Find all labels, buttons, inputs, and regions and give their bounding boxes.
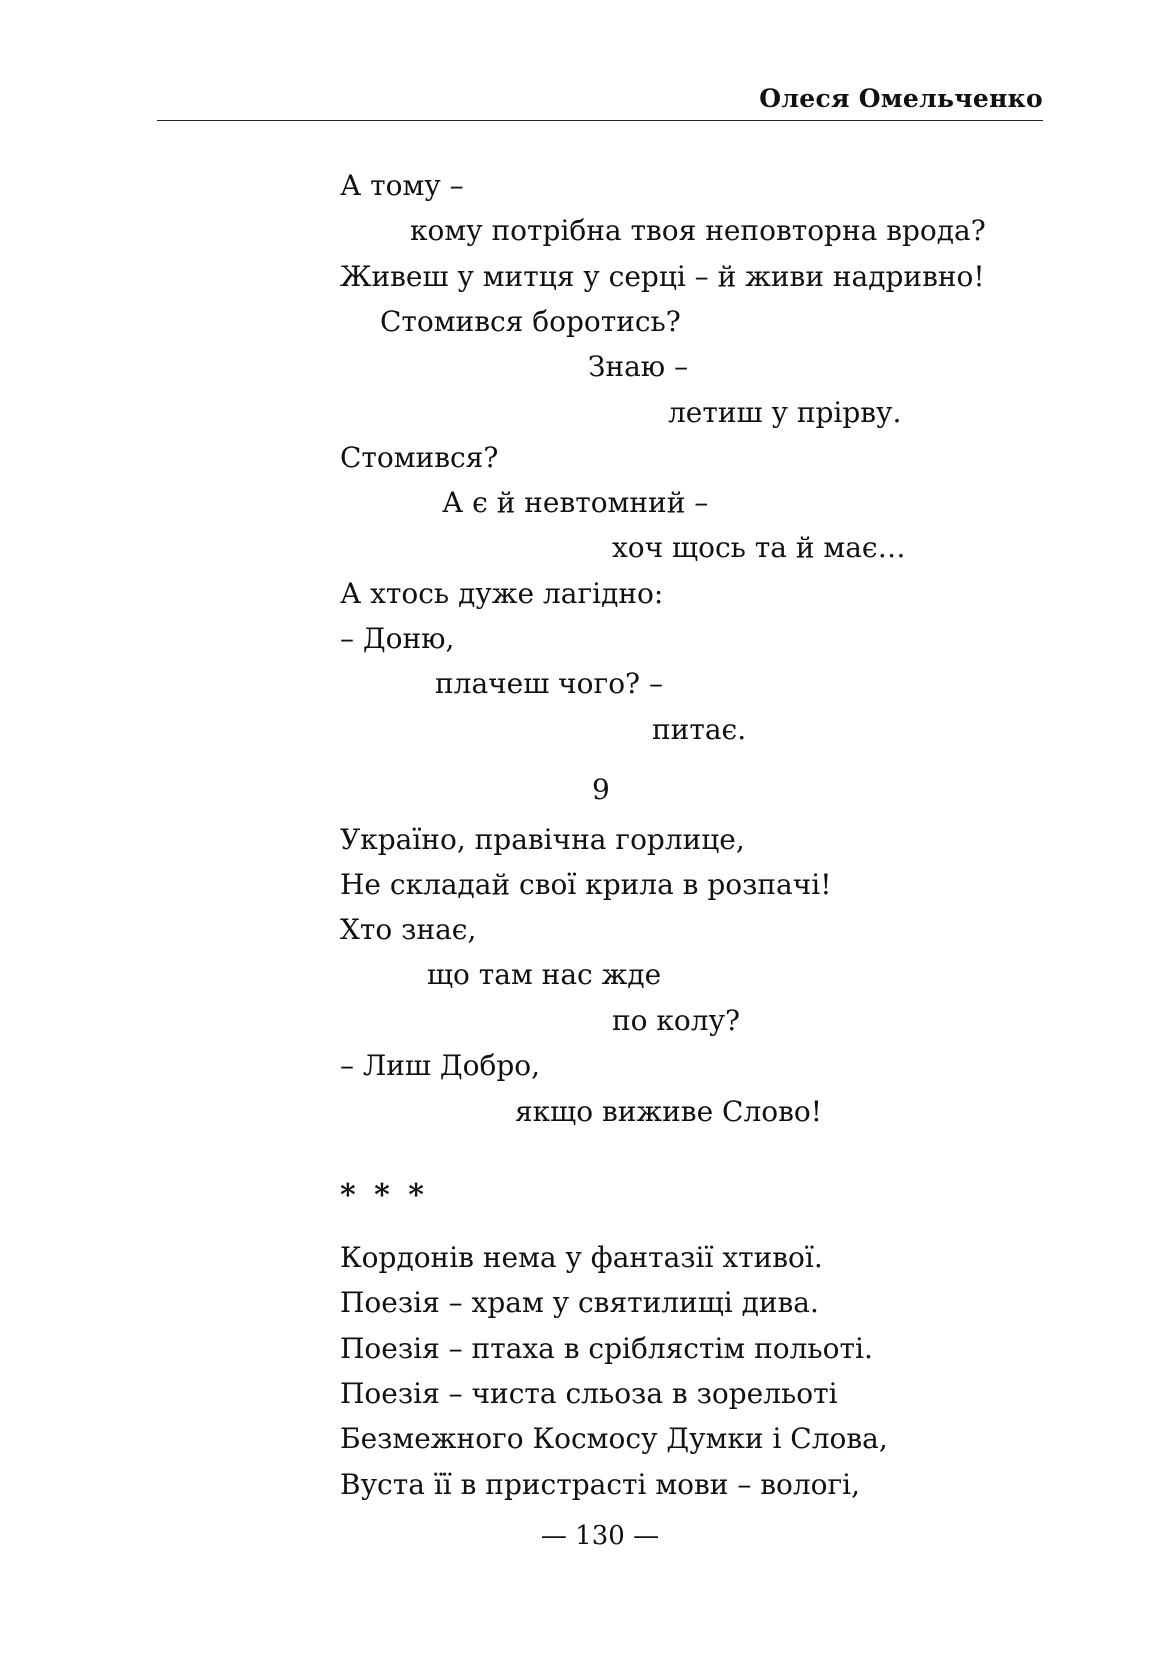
poem-line: Хто знає, [340,913,477,946]
poem-line: А хтось дуже лагідно: [340,577,664,610]
page-number: — 130 — [540,1521,660,1551]
poem-line: питає. [652,713,747,746]
section-number: 9 [592,773,610,806]
poem-line: Не складай свої крила в розпачі! [340,868,832,901]
poem-line: Безмежного Космосу Думки і Слова, [340,1422,888,1455]
section-separator: * * * [340,1178,428,1213]
header-rule [157,120,1043,121]
poem-line: А тому – [340,169,464,202]
header-author: Олеся Омельченко [759,84,1043,113]
poem-line: летиш у прірву. [668,396,902,429]
poem-line: якщо виживе Слово! [515,1095,822,1128]
poem-line: – Доню, [340,622,455,655]
poem-line: Стомився боротись? [380,305,681,338]
poem-line: Поезія – чиста сльоза в зорельоті [340,1377,838,1410]
poem-line: хоч щось та й має… [612,531,906,564]
poem-line: Вуста її в пристрасті мови – вологі, [340,1468,861,1501]
poem-line: Поезія – храм у святилищі дива. [340,1286,819,1319]
poem-line: Поезія – птаха в сріблястім польоті. [340,1332,873,1365]
poem-line: Знаю – [588,350,689,383]
poem-line: А є й невтомний – [442,486,709,519]
poem-line: що там нас жде [427,958,662,991]
poem-line: Живеш у митця у серці – й живи надривно! [340,260,985,293]
poem-line: кому потрібна твоя неповторна врода? [410,214,986,247]
poem-line: – Лиш Добро, [340,1049,541,1082]
poem-line: плачеш чого? – [435,667,663,700]
poem-line: Кордонів нема у фантазії хтивої. [340,1241,823,1274]
poem-line: Україно, правічна горлице, [340,823,745,856]
poem-line: по колу? [612,1004,741,1037]
poem-line: Стомився? [340,441,499,474]
